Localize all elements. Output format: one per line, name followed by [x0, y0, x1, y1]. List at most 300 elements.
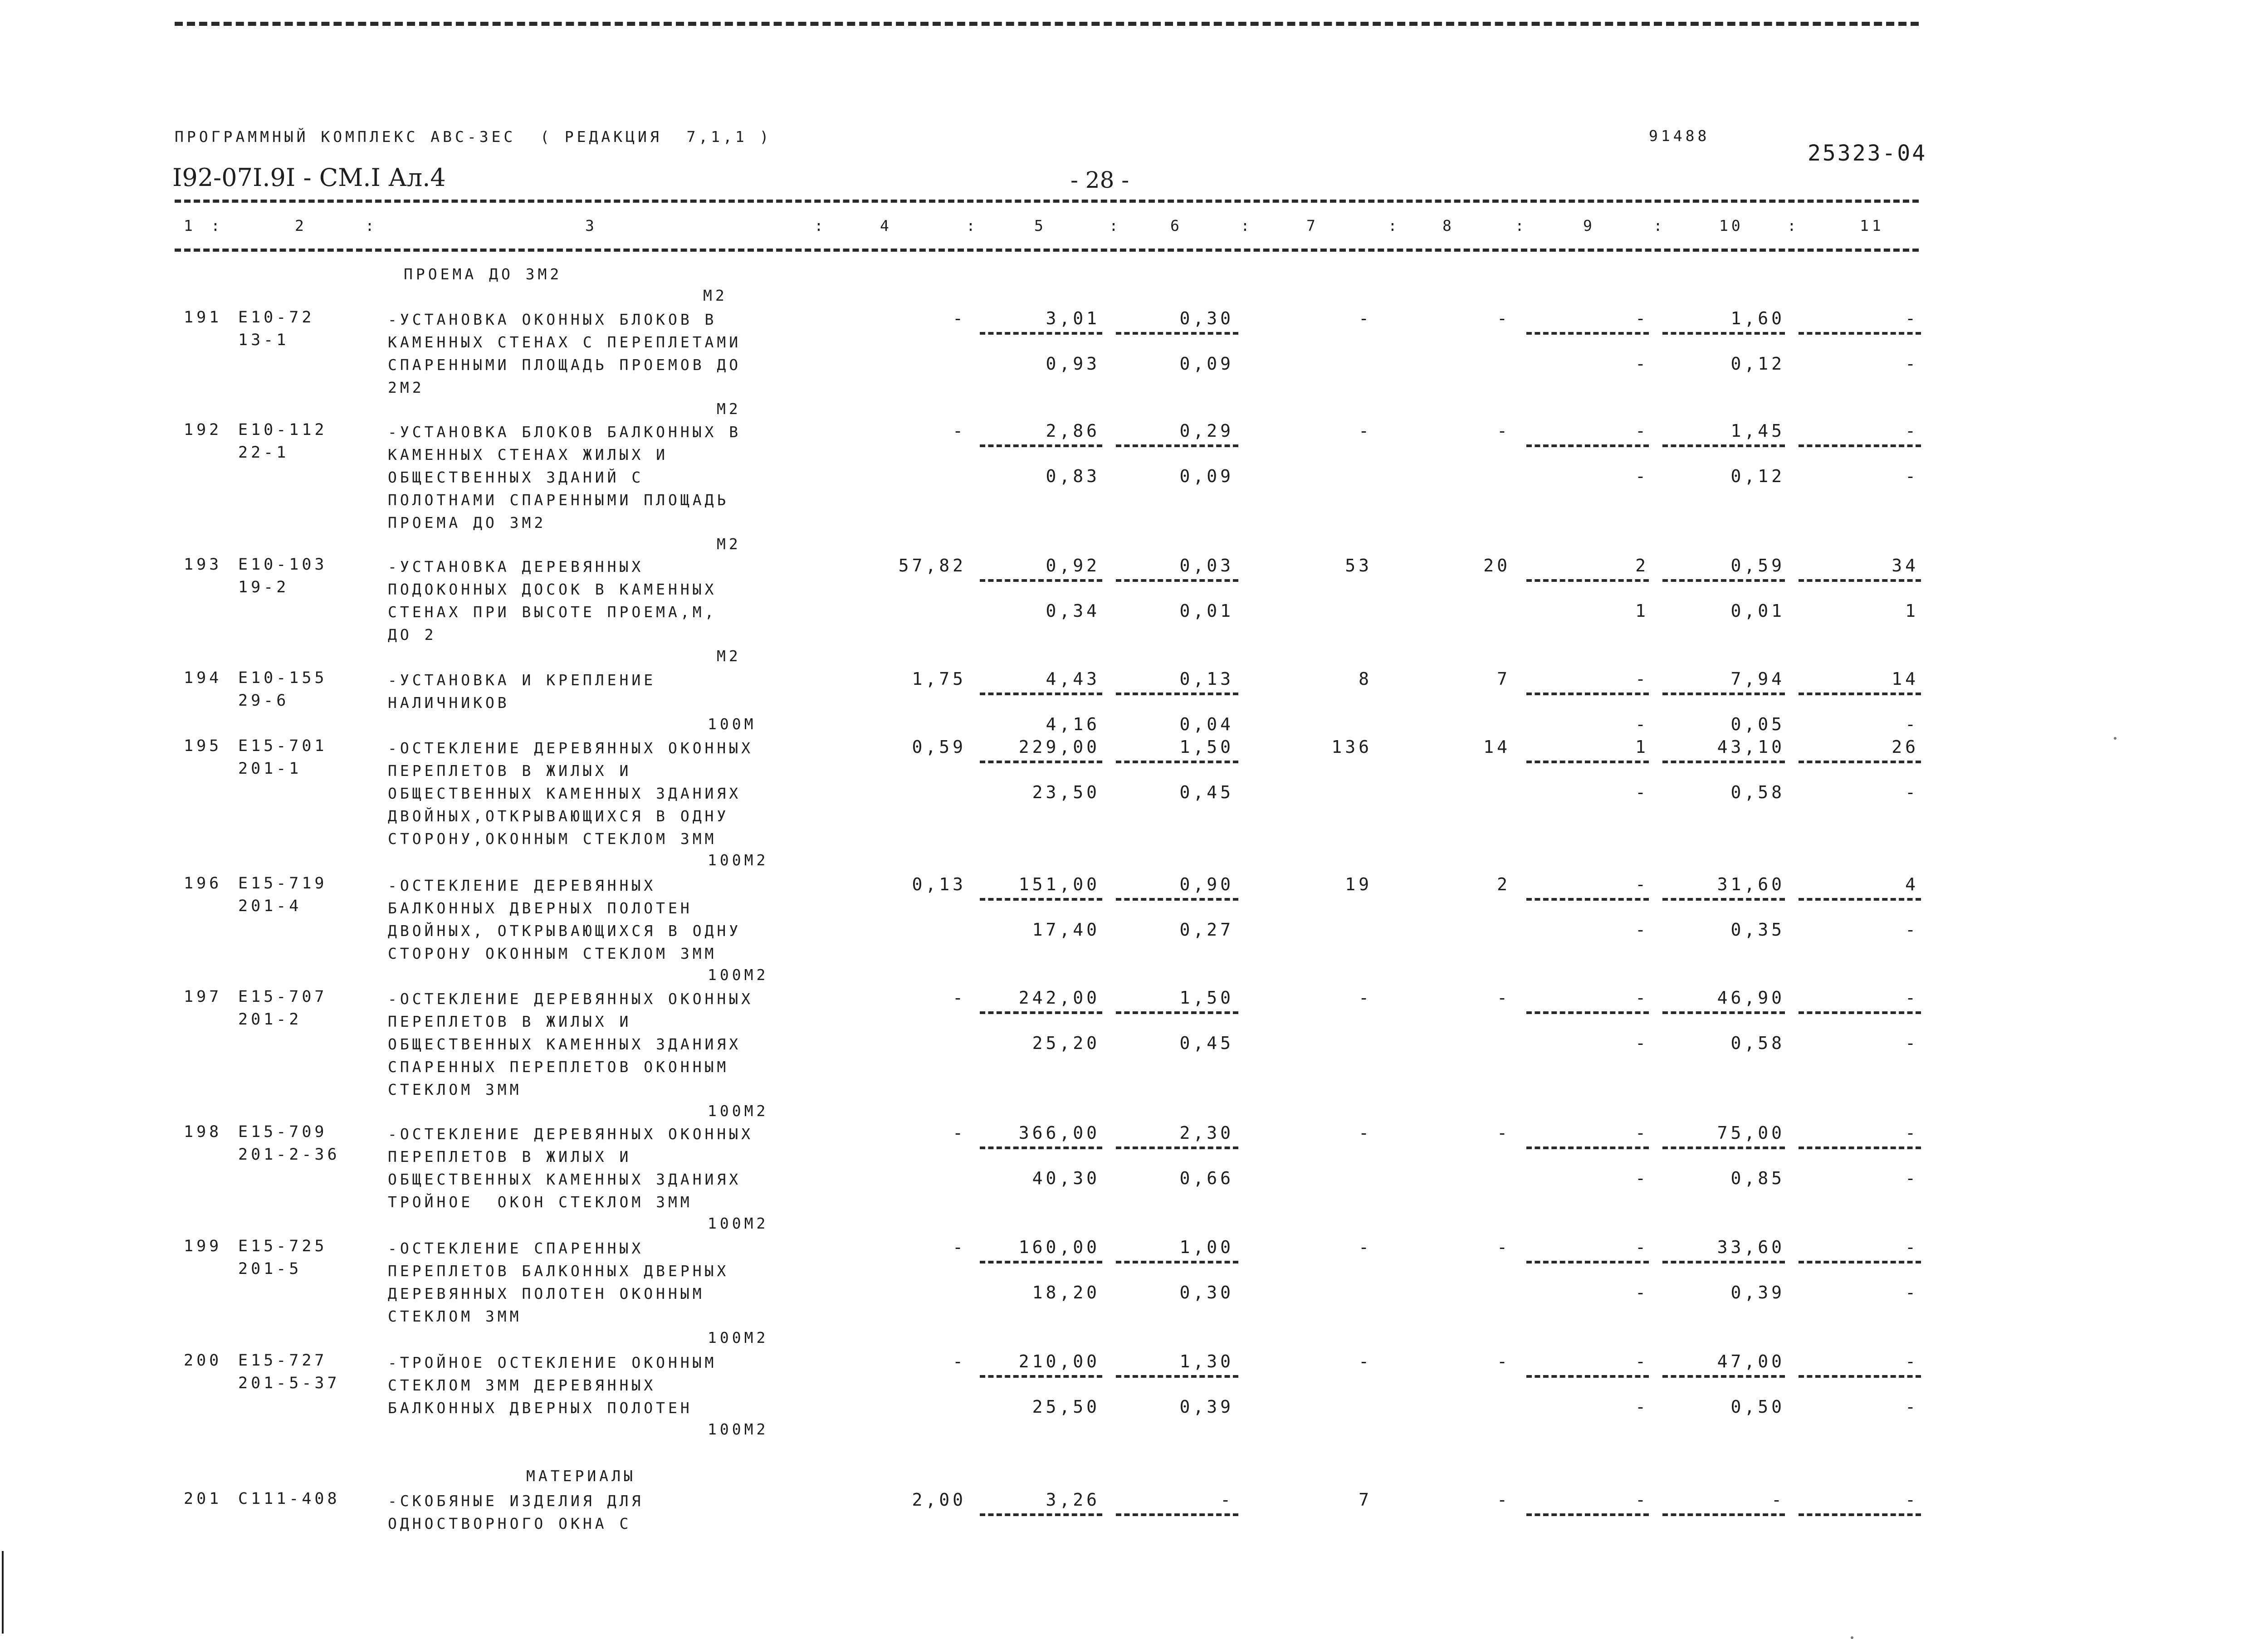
- stamp-number: 25323-04: [1808, 141, 1927, 166]
- column-header-19: :: [1787, 217, 1799, 234]
- unit-label: 100М2: [708, 851, 769, 869]
- sub-rule: [1662, 761, 1785, 763]
- cell-c5b: 23,50: [1032, 782, 1100, 802]
- top-perforation: [175, 22, 1919, 26]
- intro-unit: М2: [703, 287, 728, 304]
- column-header-11: :: [1241, 217, 1253, 234]
- column-header-16: 9: [1583, 217, 1595, 234]
- row-number: 197: [184, 988, 222, 1006]
- cell-c11b: -: [1905, 714, 1919, 734]
- cell-c5a: 160,00: [1018, 1237, 1100, 1257]
- cell-c10a: -: [1771, 1490, 1785, 1510]
- cell-c9a: -: [1635, 308, 1649, 328]
- description-line: ОБЩЕСТВЕННЫХ КАМЕННЫХ ЗДАНИЯХ: [388, 1035, 742, 1053]
- cell-c10a: 7,94: [1730, 669, 1785, 689]
- cell-c7: 53: [1345, 556, 1372, 576]
- cell-c11a: -: [1905, 1351, 1919, 1371]
- description-line: -ОСТЕКЛЕНИЕ ДЕРЕВЯННЫХ ОКОННЫХ: [388, 990, 754, 1008]
- cell-c9a: -: [1635, 874, 1649, 894]
- description-line: НАЛИЧНИКОВ: [388, 694, 510, 712]
- sub-rule: [1116, 693, 1238, 695]
- cell-c10b: 0,35: [1730, 920, 1785, 940]
- cell-c7: -: [1359, 1351, 1372, 1371]
- rate-code: Е15-707: [238, 988, 327, 1006]
- description-line: КАМЕННЫХ СТЕНАХ С ПЕРЕПЛЕТАМИ: [388, 333, 742, 351]
- cell-c6a: 0,13: [1179, 669, 1234, 689]
- rate-code: С111-408: [238, 1490, 340, 1508]
- column-header-20: 11: [1860, 217, 1884, 234]
- rate-code: Е15-709: [238, 1123, 327, 1141]
- sub-rule: [1799, 1261, 1921, 1263]
- cell-c9b: -: [1635, 782, 1649, 802]
- row-number: 199: [184, 1237, 222, 1255]
- row-number: 196: [184, 874, 222, 893]
- cell-c8: 2: [1497, 874, 1510, 894]
- rate-code: Е10-112: [238, 421, 327, 439]
- cell-c6b: 0,01: [1179, 601, 1234, 621]
- work-description: [388, 308, 741, 399]
- cell-c7: -: [1359, 308, 1372, 328]
- cell-c4: 57,82: [898, 556, 966, 576]
- sub-rule: [980, 444, 1102, 447]
- cell-c9a: -: [1635, 1123, 1649, 1143]
- cell-c5a: 4,43: [1046, 669, 1100, 689]
- rate-code: Е10-155: [238, 669, 327, 687]
- cell-c10b: 0,50: [1730, 1397, 1785, 1417]
- unit-label: М2: [717, 535, 741, 553]
- sub-rule: [980, 1375, 1102, 1378]
- rate-code: Е15-727: [238, 1351, 327, 1370]
- description-line: ПЕРЕПЛЕТОВ В ЖИЛЫХ И: [388, 1148, 632, 1166]
- description-line: ДЕРЕВЯННЫХ ПОЛОТЕН ОКОННЫМ: [388, 1285, 705, 1302]
- rate-code: Е15-701: [238, 737, 327, 755]
- sub-rule: [980, 693, 1102, 695]
- sub-rule: [1662, 898, 1785, 901]
- cell-c11b: -: [1905, 466, 1919, 486]
- row-number: 198: [184, 1123, 222, 1141]
- cell-c8: 14: [1483, 737, 1510, 757]
- description-line: СТЕНАХ ПРИ ВЫСОТЕ ПРОЕМА,М,: [388, 603, 717, 621]
- description-line: -УСТАНОВКА И КРЕПЛЕНИЕ: [388, 671, 656, 689]
- cell-c10b: 0,01: [1730, 601, 1785, 621]
- cell-c9b: -: [1635, 920, 1649, 940]
- sub-rule: [1662, 1146, 1785, 1149]
- sub-rule: [980, 579, 1102, 582]
- cell-c11b: -: [1905, 920, 1919, 940]
- description-line: -ОСТЕКЛЕНИЕ ДЕРЕВЯННЫХ: [388, 877, 656, 894]
- rate-code-sub: 201-1: [238, 760, 302, 778]
- column-header-6: 4: [880, 217, 892, 234]
- cell-c5b: 0,83: [1046, 466, 1100, 486]
- rate-code: Е10-72: [238, 308, 315, 327]
- cell-c11a: -: [1905, 308, 1919, 328]
- cell-c8: -: [1497, 1351, 1510, 1371]
- cell-c10a: 33,60: [1717, 1237, 1785, 1257]
- sub-rule: [980, 1261, 1102, 1263]
- row-number: 194: [184, 669, 222, 687]
- cell-c10b: 0,39: [1730, 1283, 1785, 1302]
- sub-rule: [1799, 1513, 1921, 1516]
- cell-c5b: 25,20: [1032, 1033, 1100, 1053]
- sub-rule: [1116, 444, 1238, 447]
- cell-c10a: 31,60: [1717, 874, 1785, 894]
- description-line: ТРОЙНОЕ ОКОН СТЕКЛОМ 3ММ: [388, 1193, 693, 1211]
- sub-rule: [1799, 444, 1921, 447]
- cell-c7: 19: [1345, 874, 1372, 894]
- sub-rule: [1116, 332, 1238, 335]
- sub-rule: [1526, 1011, 1649, 1014]
- description-line: -УСТАНОВКА ДЕРЕВЯННЫХ: [388, 558, 644, 576]
- description-line: СТЕКЛОМ 3ММ ДЕРЕВЯННЫХ: [388, 1376, 656, 1394]
- column-header-5: :: [814, 217, 826, 234]
- description-line: СПАРЕННЫХ ПЕРЕПЛЕТОВ ОКОННЫМ: [388, 1058, 729, 1076]
- sub-rule: [1662, 579, 1785, 582]
- description-line: ОБЩЕСТВЕННЫХ КАМЕННЫХ ЗДАНИЯХ: [388, 1171, 742, 1188]
- sub-rule: [1526, 761, 1649, 763]
- cell-c4: 0,13: [912, 874, 966, 894]
- cell-c8: -: [1497, 308, 1510, 328]
- cell-c10a: 46,90: [1717, 988, 1785, 1008]
- unit-label: М2: [717, 400, 741, 418]
- cell-c7: 7: [1359, 1490, 1372, 1510]
- rate-code-sub: 201-5-37: [238, 1374, 340, 1392]
- sub-rule: [1799, 332, 1921, 335]
- description-line: ПЕРЕПЛЕТОВ В ЖИЛЫХ И: [388, 762, 632, 780]
- cell-c5a: 151,00: [1018, 874, 1100, 894]
- sub-rule: [1526, 444, 1649, 447]
- document-ref: I92-07I.9I - СМ.I Ал.4: [172, 163, 446, 192]
- cell-c4: 1,75: [912, 669, 966, 689]
- cell-c10a: 0,59: [1730, 556, 1785, 576]
- cell-c5b: 40,30: [1032, 1168, 1100, 1188]
- description-line: СТОРОНУ,ОКОННЫМ СТЕКЛОМ 3ММ: [388, 830, 717, 848]
- cell-c5a: 242,00: [1018, 988, 1100, 1008]
- cell-c11a: 34: [1892, 556, 1919, 576]
- cell-c5a: 210,00: [1018, 1351, 1100, 1371]
- cell-c10a: 75,00: [1717, 1123, 1785, 1143]
- cell-c10b: 0,85: [1730, 1168, 1785, 1188]
- rate-code-sub: 201-5: [238, 1260, 302, 1278]
- cell-c11b: -: [1905, 1033, 1919, 1053]
- cell-c9a: -: [1635, 1490, 1649, 1510]
- unit-label: 100М2: [708, 1215, 769, 1232]
- description-line: БАЛКОННЫХ ДВЕРНЫХ ПОЛОТЕН: [388, 899, 693, 917]
- cell-c8: -: [1497, 1490, 1510, 1510]
- cell-c9a: 2: [1635, 556, 1649, 576]
- description-line: -СКОБЯНЫЕ ИЗДЕЛИЯ ДЛЯ: [388, 1492, 644, 1510]
- work-description: [388, 1490, 644, 1535]
- sub-rule: [1526, 693, 1649, 695]
- cell-c11b: -: [1905, 782, 1919, 802]
- cell-c6b: 0,39: [1179, 1397, 1234, 1417]
- sub-rule: [1662, 1513, 1785, 1516]
- row-number: 191: [184, 308, 222, 327]
- description-line: ДВОЙНЫХ,ОТКРЫВАЮЩИХСЯ В ОДНУ: [388, 807, 729, 825]
- column-header-12: 7: [1306, 217, 1319, 234]
- rate-code-sub: 19-2: [238, 578, 289, 596]
- materials-heading: МАТЕРИАЛЫ: [526, 1467, 636, 1485]
- speck: [2114, 737, 2116, 740]
- sub-rule: [1116, 898, 1238, 901]
- cell-c6b: 0,09: [1179, 466, 1234, 486]
- sub-rule: [980, 1146, 1102, 1149]
- work-description: [388, 737, 753, 850]
- sub-rule: [1799, 1375, 1921, 1378]
- doc-number: 91488: [1649, 127, 1710, 145]
- row-number: 192: [184, 421, 222, 439]
- column-header-2: 2: [295, 217, 307, 234]
- program-header: ПРОГРАММНЫЙ КОМПЛЕКС АВС-ЗЕС ( РЕДАКЦИЯ 7,1,1 ): [175, 128, 772, 146]
- cell-c11b: -: [1905, 1397, 1919, 1417]
- cell-c11b: -: [1905, 1168, 1919, 1188]
- cell-c5a: 3,01: [1046, 308, 1100, 328]
- description-line: -ОСТЕКЛЕНИЕ ДЕРЕВЯННЫХ ОКОННЫХ: [388, 1125, 754, 1143]
- rate-code-sub: 13-1: [238, 331, 289, 349]
- description-line: СПАРЕННЫМИ ПЛОЩАДЬ ПРОЕМОВ ДО: [388, 356, 742, 374]
- column-header-17: :: [1653, 217, 1666, 234]
- sub-rule: [1662, 1261, 1785, 1263]
- intro-text: ПРОЕМА ДО 3М2: [404, 265, 562, 283]
- cell-c10a: 1,60: [1730, 308, 1785, 328]
- sub-rule: [1799, 898, 1921, 901]
- cell-c8: 7: [1497, 669, 1510, 689]
- page-number: - 28 -: [1070, 167, 1129, 193]
- description-line: ОДНОСТВОРНОГО ОКНА С: [388, 1515, 632, 1532]
- column-header-8: 5: [1034, 217, 1046, 234]
- cell-c4: -: [953, 1351, 966, 1371]
- rate-code-sub: 29-6: [238, 692, 289, 710]
- column-header-15: :: [1515, 217, 1527, 234]
- column-header-4: 3: [585, 217, 597, 234]
- sub-rule: [1526, 1513, 1649, 1516]
- cell-c9a: -: [1635, 1351, 1649, 1371]
- rate-code-sub: 201-2-36: [238, 1146, 340, 1164]
- column-header-14: 8: [1442, 217, 1455, 234]
- cell-c6a: 0,90: [1179, 874, 1234, 894]
- cell-c10b: 0,12: [1730, 354, 1785, 374]
- column-header-3: :: [365, 217, 377, 234]
- cell-c5b: 0,93: [1046, 354, 1100, 374]
- work-description: [388, 556, 717, 646]
- sub-rule: [1799, 579, 1921, 582]
- cell-c6a: 1,50: [1179, 988, 1234, 1008]
- cell-c5b: 4,16: [1046, 714, 1100, 734]
- column-header-7: :: [966, 217, 978, 234]
- description-line: ПЕРЕПЛЕТОВ В ЖИЛЫХ И: [388, 1013, 632, 1030]
- sub-rule: [1662, 693, 1785, 695]
- column-header-10: 6: [1170, 217, 1183, 234]
- cell-c9a: -: [1635, 669, 1649, 689]
- description-line: ДВОЙНЫХ, ОТКРЫВАЮЩИХСЯ В ОДНУ: [388, 922, 742, 940]
- description-line: 2М2: [388, 379, 425, 396]
- description-line: -ОСТЕКЛЕНИЕ СПАРЕННЫХ: [388, 1239, 644, 1257]
- cell-c9b: -: [1635, 1033, 1649, 1053]
- header-rule-bottom: [175, 249, 1919, 252]
- speck: [1851, 1636, 1853, 1639]
- sub-rule: [1116, 1261, 1238, 1263]
- work-description: [388, 1351, 717, 1419]
- cell-c6a: 0,29: [1179, 421, 1234, 441]
- sub-rule: [1526, 332, 1649, 335]
- sub-rule: [1116, 761, 1238, 763]
- cell-c6a: 1,00: [1179, 1237, 1234, 1257]
- cell-c6b: 0,45: [1179, 1033, 1234, 1053]
- cell-c8: -: [1497, 1123, 1510, 1143]
- description-line: -УСТАНОВКА ОКОННЫХ БЛОКОВ В: [388, 311, 717, 328]
- cell-c11a: -: [1905, 988, 1919, 1008]
- cell-c6a: 2,30: [1179, 1123, 1234, 1143]
- cell-c6b: 0,27: [1179, 920, 1234, 940]
- cell-c4: -: [953, 1237, 966, 1257]
- cell-c8: -: [1497, 988, 1510, 1008]
- rate-code-sub: 201-2: [238, 1010, 302, 1029]
- description-line: -ТРОЙНОЕ ОСТЕКЛЕНИЕ ОКОННЫМ: [388, 1354, 717, 1371]
- sub-rule: [1799, 1146, 1921, 1149]
- sub-rule: [1799, 1011, 1921, 1014]
- description-line: -УСТАНОВКА БЛОКОВ БАЛКОННЫХ В: [388, 423, 742, 441]
- work-description: [388, 874, 741, 965]
- cell-c11a: -: [1905, 1123, 1919, 1143]
- cell-c6a: -: [1220, 1490, 1234, 1510]
- description-line: КАМЕННЫХ СТЕНАХ ЖИЛЫХ И: [388, 446, 668, 463]
- cell-c6a: 0,03: [1179, 556, 1234, 576]
- sub-rule: [1526, 579, 1649, 582]
- cell-c11a: -: [1905, 1490, 1919, 1510]
- cell-c11a: 26: [1892, 737, 1919, 757]
- cell-c9a: 1: [1635, 737, 1649, 757]
- cell-c6a: 1,30: [1179, 1351, 1234, 1371]
- column-header-13: :: [1388, 217, 1400, 234]
- cell-c6b: 0,30: [1179, 1283, 1234, 1302]
- rate-code-sub: 201-4: [238, 897, 302, 915]
- cell-c7: -: [1359, 988, 1372, 1008]
- cell-c6b: 0,04: [1179, 714, 1234, 734]
- cell-c5a: 366,00: [1018, 1123, 1100, 1143]
- description-line: ДО 2: [388, 626, 437, 644]
- cell-c7: 8: [1359, 669, 1372, 689]
- rate-code: Е15-719: [238, 874, 327, 893]
- cell-c6b: 0,09: [1179, 354, 1234, 374]
- sub-rule: [1116, 1375, 1238, 1378]
- cell-c9a: -: [1635, 1237, 1649, 1257]
- rate-code-sub: 22-1: [238, 444, 289, 462]
- unit-label: 100М2: [708, 1420, 769, 1438]
- sub-rule: [1526, 1375, 1649, 1378]
- description-line: БАЛКОННЫХ ДВЕРНЫХ ПОЛОТЕН: [388, 1399, 693, 1417]
- cell-c4: -: [953, 421, 966, 441]
- cell-c8: -: [1497, 1237, 1510, 1257]
- cell-c9b: -: [1635, 1397, 1649, 1417]
- cell-c6b: 0,66: [1179, 1168, 1234, 1188]
- sub-rule: [1116, 579, 1238, 582]
- cell-c4: -: [953, 988, 966, 1008]
- description-line: ПРОЕМА ДО 3М2: [388, 514, 547, 532]
- description-line: ПОДОКОННЫХ ДОСОК В КАМЕННЫХ: [388, 580, 717, 598]
- cell-c5b: 18,20: [1032, 1283, 1100, 1302]
- cell-c5b: 0,34: [1046, 601, 1100, 621]
- description-line: СТЕКЛОМ 3ММ: [388, 1307, 522, 1325]
- cell-c5a: 2,86: [1046, 421, 1100, 441]
- sub-rule: [980, 898, 1102, 901]
- sub-rule: [1662, 444, 1785, 447]
- rate-code: Е15-725: [238, 1237, 327, 1255]
- cell-c5b: 17,40: [1032, 920, 1100, 940]
- cell-c6a: 0,30: [1179, 308, 1234, 328]
- cell-c7: -: [1359, 421, 1372, 441]
- cell-c11a: -: [1905, 1237, 1919, 1257]
- cell-c5b: 25,50: [1032, 1397, 1100, 1417]
- sub-rule: [1116, 1146, 1238, 1149]
- cell-c7: 136: [1331, 737, 1372, 757]
- rate-code: Е10-103: [238, 556, 327, 574]
- sub-rule: [1116, 1011, 1238, 1014]
- cell-c10a: 1,45: [1730, 421, 1785, 441]
- sub-rule: [1526, 898, 1649, 901]
- cell-c11a: 4: [1905, 874, 1919, 894]
- cell-c10b: 0,58: [1730, 782, 1785, 802]
- cell-c9b: -: [1635, 354, 1649, 374]
- sub-rule: [1799, 693, 1921, 695]
- unit-label: 100М2: [708, 1102, 769, 1120]
- work-description: [388, 669, 656, 714]
- sub-rule: [980, 1513, 1102, 1516]
- cell-c5a: 229,00: [1018, 737, 1100, 757]
- unit-label: 100М2: [708, 1329, 769, 1346]
- cell-c9b: -: [1635, 1168, 1649, 1188]
- work-description: [388, 1237, 729, 1328]
- work-description: [388, 421, 741, 534]
- cell-c9b: -: [1635, 714, 1649, 734]
- cell-c9b: -: [1635, 466, 1649, 486]
- cell-c11a: 14: [1892, 669, 1919, 689]
- cell-c11a: -: [1905, 421, 1919, 441]
- left-margin-line: [2, 1551, 4, 1634]
- cell-c11b: -: [1905, 1283, 1919, 1302]
- description-line: ПОЛОТНАМИ СПАРЕННЫМИ ПЛОЩАДЬ: [388, 491, 729, 509]
- sub-rule: [1526, 1146, 1649, 1149]
- cell-c10a: 43,10: [1717, 737, 1785, 757]
- cell-c8: -: [1497, 421, 1510, 441]
- description-line: -ОСТЕКЛЕНИЕ ДЕРЕВЯННЫХ ОКОННЫХ: [388, 739, 754, 757]
- row-number: 195: [184, 737, 222, 755]
- unit-label: 100М: [708, 715, 757, 733]
- cell-c4: -: [953, 308, 966, 328]
- cell-c8: 20: [1483, 556, 1510, 576]
- header-rule-top: [175, 200, 1919, 203]
- cell-c9a: -: [1635, 421, 1649, 441]
- cell-c9b: -: [1635, 1283, 1649, 1302]
- work-description: [388, 988, 753, 1101]
- row-number: 193: [184, 556, 222, 574]
- cell-c10b: 0,05: [1730, 714, 1785, 734]
- cell-c7: -: [1359, 1237, 1372, 1257]
- cell-c4: -: [953, 1123, 966, 1143]
- cell-c11b: -: [1905, 354, 1919, 374]
- cell-c5a: 0,92: [1046, 556, 1100, 576]
- cell-c4: 2,00: [912, 1490, 966, 1510]
- cell-c6a: 1,50: [1179, 737, 1234, 757]
- sub-rule: [980, 332, 1102, 335]
- cell-c9b: 1: [1635, 601, 1649, 621]
- row-number: 201: [184, 1490, 222, 1508]
- cell-c9a: -: [1635, 988, 1649, 1008]
- unit-label: М2: [717, 647, 741, 665]
- sub-rule: [1662, 1375, 1785, 1378]
- description-line: СТЕКЛОМ 3ММ: [388, 1081, 522, 1098]
- unit-label: 100М2: [708, 966, 769, 984]
- column-header-1: :: [211, 217, 223, 234]
- description-line: СТОРОНУ ОКОННЫМ СТЕКЛОМ 3ММ: [388, 945, 717, 962]
